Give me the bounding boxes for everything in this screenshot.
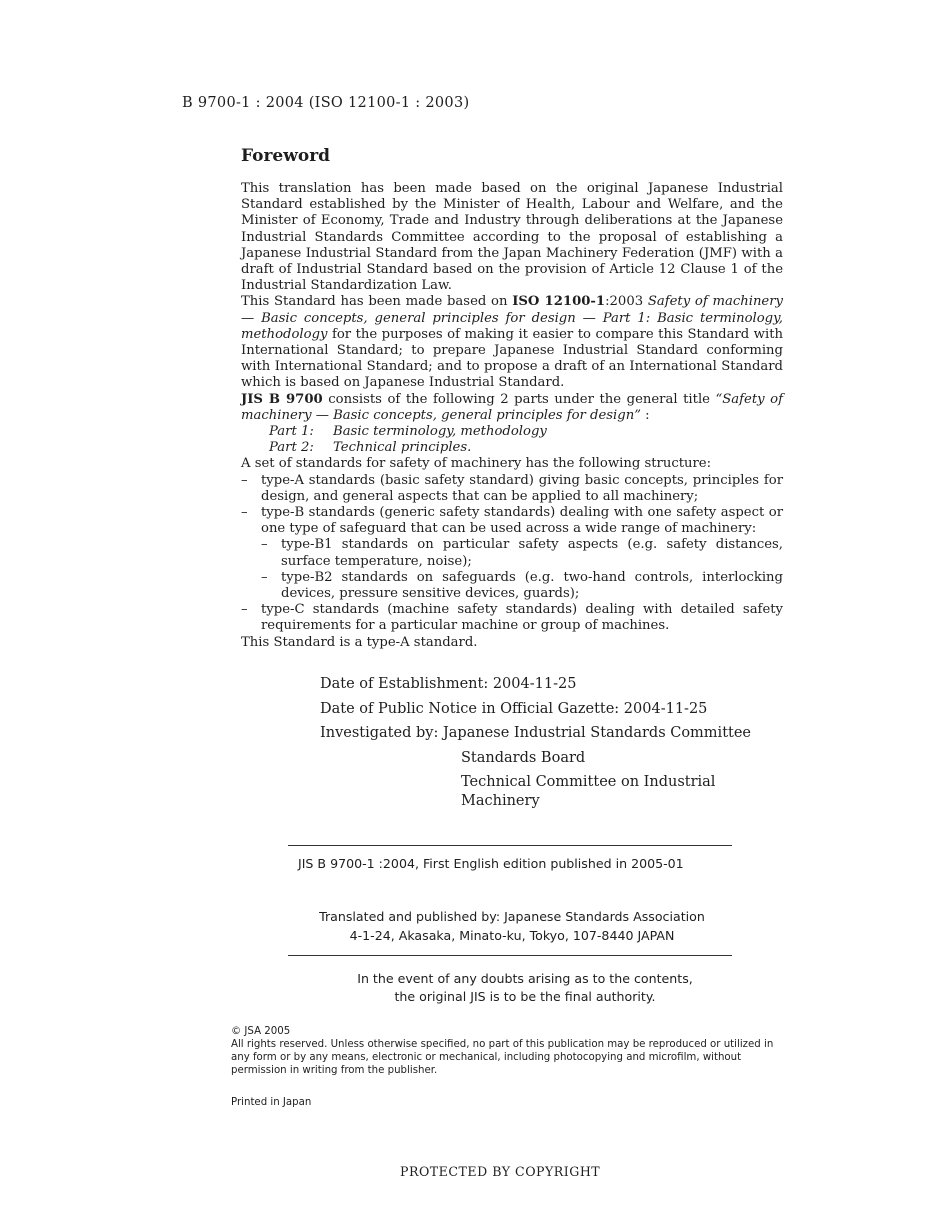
publisher-address: 4-1-24, Akasaka, Minato-ku, Tokyo, 107-8440 JAPAN <box>349 927 675 943</box>
paragraph-parts: JIS B 9700 consists of the following 2 parts under the general title “Safety of machinery — Basic concepts, general principles for design” : <box>241 391 783 423</box>
date-of-establishment: Date of Establishment: 2004-11-25 <box>320 676 577 692</box>
general-title: “Safety of machinery — Basic concepts, general principles for design” <box>241 391 783 423</box>
divider <box>288 845 732 846</box>
paragraph-iso-basis: This Standard has been made based on ISO 12100-1:2003 Safety of machinery — Basic concepts, general principles for design — Part 1: Basic terminology, methodology for the purposes of making it easier to compare this Standard with International Standard; to prepare Japanese Industrial Standard conforming with International Standard; and to propose a draft of an International Standard which is based on Japanese Industrial Standard. <box>241 294 783 391</box>
rights-notice: All rights reserved. Unless otherwise specified, no part of this publication may be reproduced or utilized in any form or by any means, electronic or mechanical, including photocopying and microfilm, without permission in writing from the publisher. <box>231 1039 774 1076</box>
iso-reference: ISO 12100-1 <box>512 294 606 310</box>
part-item: Part 2: Technical principles. <box>269 440 472 456</box>
publisher-block <box>292 908 732 945</box>
jis-reference: JIS B 9700 <box>241 391 323 407</box>
list-item-type-b: – type-B standards (generic safety standards) dealing with one safety aspect or one type of safeguard that can be used across a wide range of machinery: <box>241 505 783 537</box>
divider <box>288 955 732 956</box>
list-item-type-a: – type-A standards (basic safety standard) giving basic concepts, principles for design, and general aspects that can be applied to all machinery; <box>241 472 783 504</box>
authority-note: In the event of any doubts arising as to the contents, the original JIS is to be the final authority. <box>357 971 693 1004</box>
establishment-block <box>320 672 751 811</box>
list-item-type-b2: – type-B2 standards on safeguards (e.g. two-hand controls, interlocking devices, pressure sensitive devices, guards); <box>261 569 783 602</box>
date-of-public-notice: Date of Public Notice in Official Gazette: 2004-11-25 <box>320 700 708 717</box>
copyright-line: © JSA 2005 <box>231 1026 291 1037</box>
copyright-footer: PROTECTED BY COPYRIGHT <box>400 1164 601 1179</box>
investigated-by: Investigated by: Japanese Industrial Standards Committee <box>320 725 752 741</box>
list-item-type-c: – type-C standards (machine safety standards) dealing with detailed safety requirements for a particular machine or group of machines. <box>241 602 783 634</box>
iso-title: Safety of machinery — Basic concepts, general principles for design — Part 1: Basic terminology, methodology <box>241 294 783 342</box>
edition-note: JIS B 9700-1 :2004, First English edition published in 2005-01 <box>298 856 684 871</box>
part-item: Part 1: Basic terminology, methodology <box>269 424 547 440</box>
publisher-line: Translated and published by: Japanese Standards Association <box>319 909 705 924</box>
copyright-block <box>231 1025 791 1077</box>
investigated-committee: Technical Committee on Industrial Machinery <box>461 774 716 809</box>
foreword-body <box>241 181 783 651</box>
list-item-type-b1: – type-B1 standards on particular safety aspects (e.g. safety distances, surface temperature, noise); <box>261 537 783 569</box>
paragraph-structure: A set of standards for safety of machinery has the following structure: <box>241 456 712 472</box>
printed-in: Printed in Japan <box>231 1097 312 1108</box>
foreword-title: Foreword <box>241 146 331 166</box>
document-header: B 9700-1 : 2004 (ISO 12100-1 : 2003) <box>182 95 470 111</box>
investigated-board: Standards Board <box>461 749 586 766</box>
paragraph-translation-basis: This translation has been made based on the original Japanese Industrial Standard established by the Minister of Health, Labour and Welfare, and the Minister of Economy, Trade and Industry through deliberations at the Japanese Industrial Standards Committee according to the proposal of establishing a Japanese Industrial Standard from the Japan Machinery Federation (JMF) with a draft of Industrial Standard based on the provision of Article 12 Clause 1 of the Industrial Standardization Law. <box>241 181 783 294</box>
paragraph-type-a-statement: This Standard is a type-A standard. <box>241 634 478 650</box>
